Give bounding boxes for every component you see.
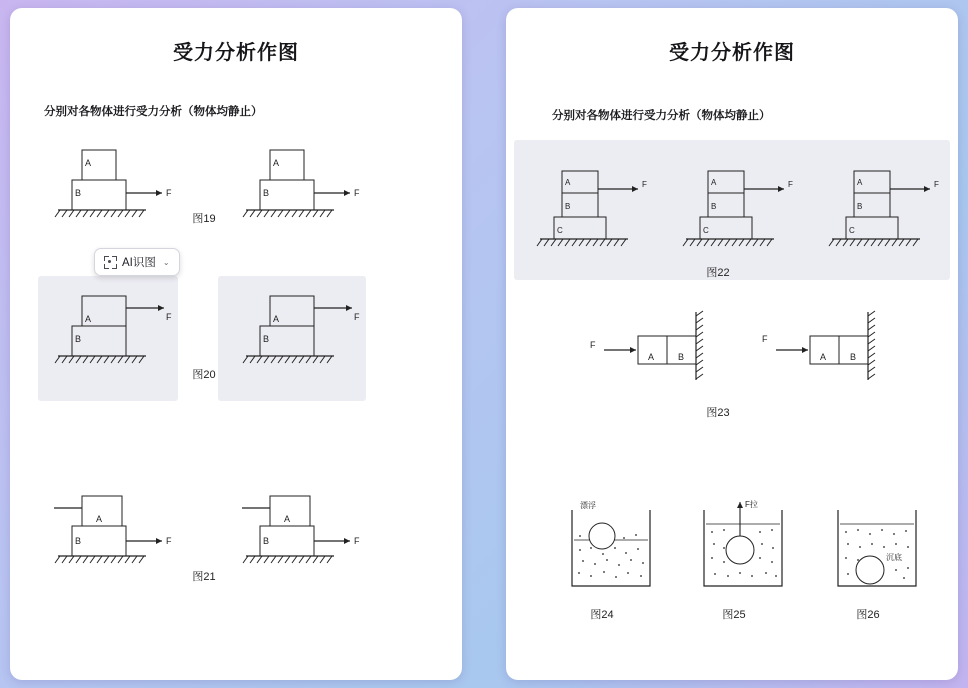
figure-20-right <box>242 286 372 371</box>
svg-text:A: A <box>820 352 827 362</box>
svg-text:B: B <box>711 202 717 211</box>
scan-icon <box>104 256 117 269</box>
svg-text:A: A <box>273 314 280 324</box>
figure-19-left <box>54 140 184 225</box>
figure-24 <box>558 498 668 598</box>
svg-text:C: C <box>557 226 563 235</box>
figure-caption-24: 图24 <box>590 609 614 621</box>
svg-text:F: F <box>166 188 172 198</box>
svg-text:F: F <box>354 188 360 198</box>
svg-text:A: A <box>648 352 655 362</box>
svg-text:A: A <box>565 178 571 187</box>
svg-text:F: F <box>934 180 939 189</box>
page-title-2: 受力分析作图 <box>669 42 795 64</box>
svg-text:A: A <box>284 514 291 524</box>
document-page-2 <box>506 8 958 680</box>
figure-23-left <box>568 308 728 398</box>
svg-text:A: A <box>857 178 863 187</box>
svg-text:B: B <box>263 334 270 344</box>
svg-text:F拉: F拉 <box>745 500 758 509</box>
figure-22-c <box>826 163 956 263</box>
ai-recognize-button[interactable] <box>94 248 180 276</box>
svg-text:C: C <box>703 226 709 235</box>
svg-text:B: B <box>75 536 82 546</box>
figure-26 <box>824 498 934 598</box>
document-page-1 <box>10 8 462 680</box>
svg-text:A: A <box>273 158 280 168</box>
figure-caption-21: 图21 <box>192 571 216 583</box>
svg-text:C: C <box>849 226 855 235</box>
figure-caption-26: 图26 <box>856 609 880 621</box>
svg-text:A: A <box>85 314 92 324</box>
svg-text:F: F <box>354 536 360 546</box>
svg-text:F: F <box>642 180 647 189</box>
figure-caption-23: 图23 <box>706 407 730 419</box>
svg-text:F: F <box>788 180 793 189</box>
figure-19-right <box>242 140 372 225</box>
figure-22-b <box>680 163 810 263</box>
figure-21-right <box>242 486 372 571</box>
section-label-2: 分别对各物体进行受力分析（物体均静止） <box>552 110 771 122</box>
page-title: 受力分析作图 <box>173 42 299 64</box>
svg-text:F: F <box>166 536 172 546</box>
chevron-down-icon[interactable]: ⌄ <box>162 257 170 267</box>
svg-text:F: F <box>166 312 172 322</box>
svg-text:F: F <box>762 334 768 344</box>
svg-text:B: B <box>75 334 82 344</box>
svg-text:B: B <box>678 352 685 362</box>
svg-text:A: A <box>85 158 92 168</box>
svg-text:B: B <box>263 188 270 198</box>
figure-22-a <box>534 163 664 263</box>
svg-text:A: A <box>96 514 103 524</box>
ai-recognize-label: AI识图 <box>122 257 156 269</box>
figure-23-right <box>740 308 900 398</box>
svg-text:漂浮: 漂浮 <box>580 501 596 510</box>
svg-text:B: B <box>565 202 571 211</box>
svg-text:沉底: 沉底 <box>886 553 902 562</box>
svg-text:A: A <box>711 178 717 187</box>
figure-25 <box>690 498 800 598</box>
figure-caption-20: 图20 <box>192 369 216 381</box>
figure-caption-22: 图22 <box>706 267 730 279</box>
section-label: 分别对各物体进行受力分析（物体均静止） <box>44 106 263 118</box>
svg-text:B: B <box>850 352 857 362</box>
figure-caption-19: 图19 <box>192 213 216 225</box>
svg-text:B: B <box>857 202 863 211</box>
svg-text:F: F <box>590 340 596 350</box>
figure-20-left <box>54 286 184 371</box>
svg-text:F: F <box>354 312 360 322</box>
svg-text:B: B <box>75 188 82 198</box>
svg-text:B: B <box>263 536 270 546</box>
figure-21-left <box>54 486 184 571</box>
figure-caption-25: 图25 <box>722 609 746 621</box>
